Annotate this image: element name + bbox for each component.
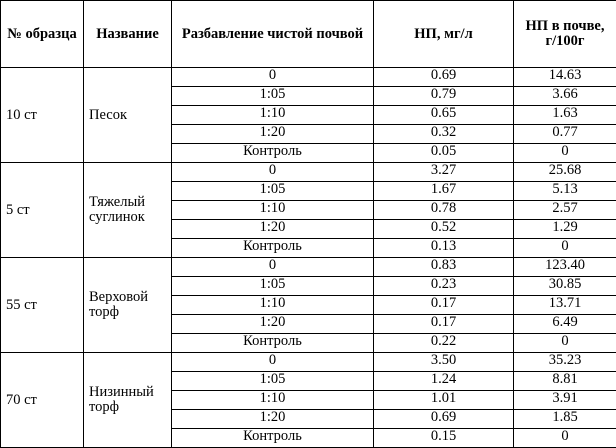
np-cell: 0.69	[374, 68, 514, 87]
np-cell: 3.50	[374, 353, 514, 372]
soil-np-cell: 8.81	[514, 372, 616, 391]
dilution-cell: 0	[172, 163, 374, 182]
soil-np-cell: 0	[514, 239, 616, 258]
header-row	[1, 1, 616, 68]
dilution-cell: 1:10	[172, 391, 374, 410]
soil-np-cell: 30.85	[514, 277, 616, 296]
np-cell: 3.27	[374, 163, 514, 182]
soil-np-cell: 25.68	[514, 163, 616, 182]
sample-name-cell: Песок	[84, 68, 172, 163]
sample-number-cell: 70 ст	[1, 353, 84, 448]
dilution-cell: Контроль	[172, 239, 374, 258]
soil-np-cell: 5.13	[514, 182, 616, 201]
dilution-cell: 1:05	[172, 277, 374, 296]
np-cell: 0.17	[374, 296, 514, 315]
table-body	[1, 68, 616, 448]
np-cell: 0.83	[374, 258, 514, 277]
dilution-cell: 1:20	[172, 125, 374, 144]
dilution-cell: 1:05	[172, 87, 374, 106]
soil-np-cell: 2.57	[514, 201, 616, 220]
dilution-cell: 1:10	[172, 106, 374, 125]
np-cell: 0.17	[374, 315, 514, 334]
soil-np-cell: 14.63	[514, 68, 616, 87]
np-cell: 1.67	[374, 182, 514, 201]
sample-number-cell: 55 ст	[1, 258, 84, 353]
sample-name-cell: Верховой торф	[84, 258, 172, 353]
np-cell: 0.32	[374, 125, 514, 144]
dilution-cell: 1:10	[172, 296, 374, 315]
header-np-soil: НП в почве, г/100г	[514, 1, 616, 68]
dilution-cell: 1:20	[172, 315, 374, 334]
dilution-cell: 1:20	[172, 410, 374, 429]
np-cell: 0.15	[374, 429, 514, 448]
np-cell: 0.69	[374, 410, 514, 429]
dilution-cell: 0	[172, 353, 374, 372]
sample-number-cell: 5 ст	[1, 163, 84, 258]
soil-np-cell: 123.40	[514, 258, 616, 277]
np-cell: 0.78	[374, 201, 514, 220]
np-cell: 0.13	[374, 239, 514, 258]
np-cell: 0.65	[374, 106, 514, 125]
dilution-cell: Контроль	[172, 334, 374, 353]
dilution-cell: 1:10	[172, 201, 374, 220]
table-row	[1, 353, 616, 372]
header-dilution: Разбавление чистой почвой	[172, 1, 374, 68]
soil-np-cell: 1.29	[514, 220, 616, 239]
soil-np-cell: 1.63	[514, 106, 616, 125]
dilution-cell: 0	[172, 68, 374, 87]
header-sample-no: № образца	[1, 1, 84, 68]
dilution-cell: 1:20	[172, 220, 374, 239]
np-cell: 0.23	[374, 277, 514, 296]
np-cell: 0.05	[374, 144, 514, 163]
table-row	[1, 163, 616, 182]
soil-np-cell: 3.66	[514, 87, 616, 106]
np-cell: 0.79	[374, 87, 514, 106]
soil-np-cell: 1.85	[514, 410, 616, 429]
np-cell: 0.52	[374, 220, 514, 239]
np-cell: 1.01	[374, 391, 514, 410]
soil-np-cell: 13.71	[514, 296, 616, 315]
soil-np-cell: 6.49	[514, 315, 616, 334]
sample-number-cell: 10 ст	[1, 68, 84, 163]
sample-name-cell: Тяжелый суглинок	[84, 163, 172, 258]
soil-np-cell: 0	[514, 429, 616, 448]
soil-np-cell: 0	[514, 334, 616, 353]
table-row	[1, 258, 616, 277]
dilution-cell: 1:05	[172, 182, 374, 201]
np-cell: 1.24	[374, 372, 514, 391]
table-row	[1, 68, 616, 87]
soil-np-cell: 0.77	[514, 125, 616, 144]
dilution-cell: Контроль	[172, 144, 374, 163]
np-cell: 0.22	[374, 334, 514, 353]
header-name: Название	[84, 1, 172, 68]
dilution-cell: 1:05	[172, 372, 374, 391]
dilution-cell: Контроль	[172, 429, 374, 448]
soil-np-cell: 35.23	[514, 353, 616, 372]
dilution-cell: 0	[172, 258, 374, 277]
sample-name-cell: Низинный торф	[84, 353, 172, 448]
header-np-mg-l: НП, мг/л	[374, 1, 514, 68]
soil-np-cell: 0	[514, 144, 616, 163]
soil-np-cell: 3.91	[514, 391, 616, 410]
